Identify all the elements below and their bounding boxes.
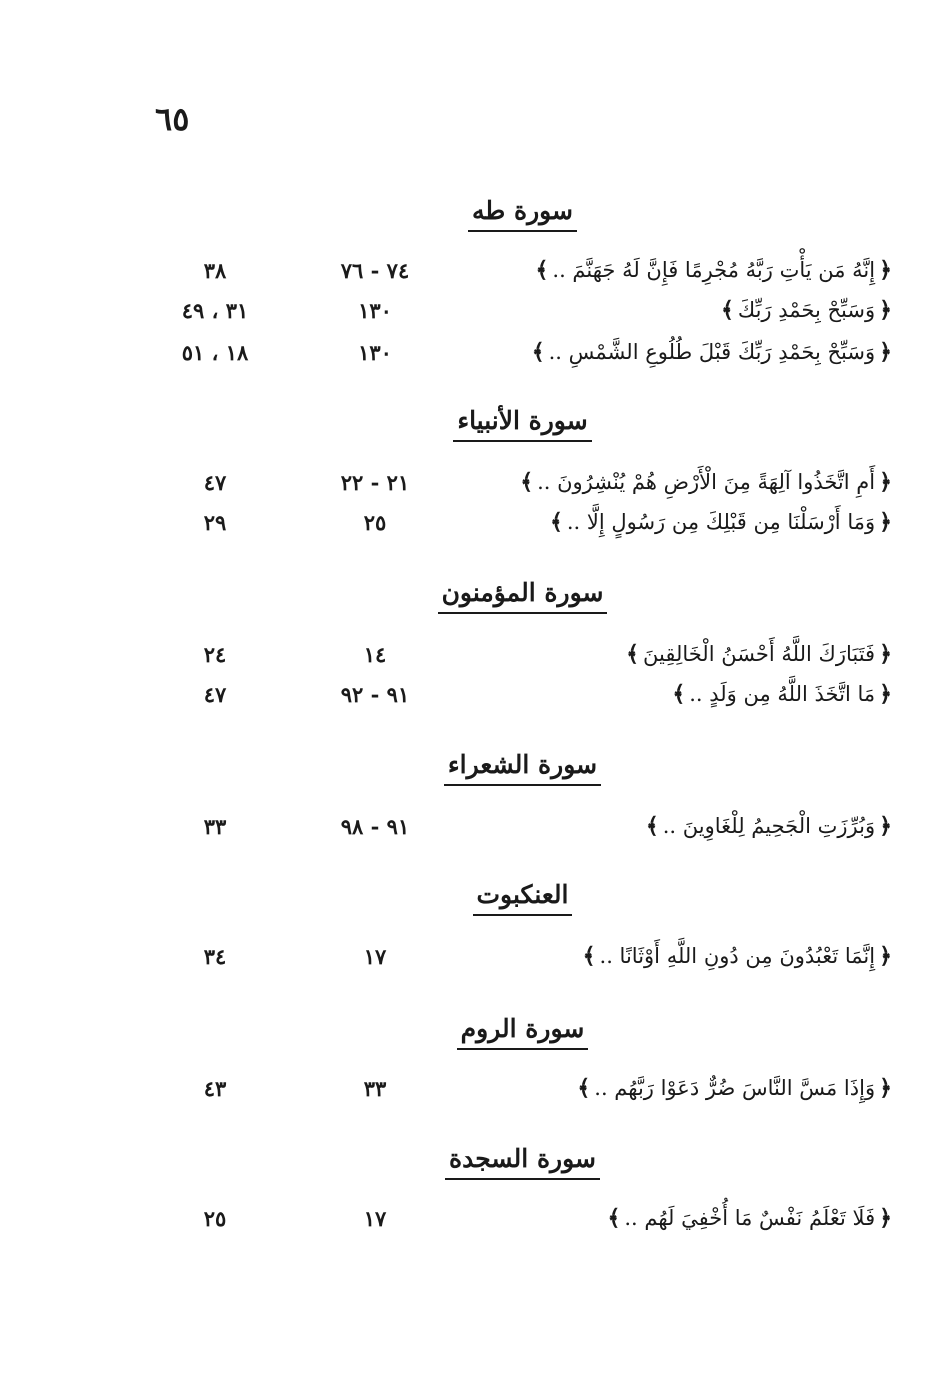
verse-text: ﴿ وَبُرِّزَتِ الْجَحِيمُ لِلْغَاوِينَ .. ﴾ (645, 813, 892, 839)
section-title: سورة الشعراء (444, 750, 601, 786)
verse-text: ﴿ أَمِ اتَّخَذُوا آلِهَةً مِنَ الْأَرْضِ هُمْ يُنْشِرُونَ .. ﴾ (520, 469, 892, 495)
verse-text: ﴿ مَا اتَّخَذَ اللَّهُ مِن وَلَدٍ .. ﴾ (672, 681, 892, 707)
ayah-number: ٢١ - ٢٢ (340, 469, 410, 495)
page-reference: ٢٤ (203, 641, 227, 667)
ayah-number: ٣٣ (363, 1075, 387, 1101)
page-reference: ٣٣ (203, 813, 227, 839)
verse-text: ﴿ وَإِذَا مَسَّ النَّاسَ ضُرٌّ دَعَوْا رَبَّهُم .. ﴾ (577, 1075, 892, 1101)
ayah-number: ١٤ (363, 641, 387, 667)
ayah-number: ٩١ - ٩٨ (340, 813, 410, 839)
page-reference: ٤٧ (203, 469, 227, 495)
index-row (0, 332, 944, 372)
page-reference: ٣١ ، ٤٩ (181, 297, 249, 323)
section-title: سورة الأنبياء (453, 406, 591, 442)
section-title: سورة الروم (457, 1014, 589, 1050)
verse-text: ﴿ وَسَبِّحْ بِحَمْدِ رَبِّكَ قَبْلَ طُلُوعِ الشَّمْسِ .. ﴾ (531, 339, 892, 365)
verse-text: ﴿ وَمَا أَرْسَلْنَا مِن قَبْلِكَ مِن رَسُولٍ إِلَّا .. ﴾ (549, 509, 892, 535)
page-reference: ٣٤ (203, 943, 227, 969)
section-title: سورة السجدة (445, 1144, 600, 1180)
ayah-number: ٩١ - ٩٢ (340, 681, 410, 707)
index-row (0, 1068, 944, 1108)
ayah-number: ١٣٠ (358, 339, 392, 365)
page-reference: ٢٩ (203, 509, 227, 535)
index-row (0, 806, 944, 846)
section-title: العنكبوت (473, 880, 573, 916)
section-title: سورة المؤمنون (438, 578, 608, 614)
verse-text: ﴿ إِنَّمَا تَعْبُدُونَ مِن دُونِ اللَّهِ أَوْثَانًا .. ﴾ (582, 943, 892, 969)
section-title: سورة طه (468, 196, 577, 232)
index-row (0, 502, 944, 542)
index-row (0, 462, 944, 502)
ayah-number: ٢٥ (363, 509, 387, 535)
ayah-number: ٧٤ - ٧٦ (340, 257, 410, 283)
page-reference: ١٨ ، ٥١ (181, 339, 249, 365)
page-reference: ٤٧ (203, 681, 227, 707)
page-reference: ٣٨ (203, 257, 227, 283)
ayah-number: ١٧ (363, 943, 387, 969)
verse-text: ﴿ وَسَبِّحْ بِحَمْدِ رَبِّكَ ﴾ (720, 297, 892, 323)
page-number: ٦٥ (155, 100, 190, 138)
verse-text: ﴿ فَلَا تَعْلَمُ نَفْسٌ مَا أُخْفِيَ لَهُم .. ﴾ (607, 1205, 892, 1231)
index-row (0, 634, 944, 674)
ayah-number: ١٣٠ (358, 297, 392, 323)
page-reference: ٢٥ (203, 1205, 227, 1231)
page-reference: ٤٣ (203, 1075, 227, 1101)
verse-text: ﴿ فَتَبَارَكَ اللَّهُ أَحْسَنُ الْخَالِقِينَ ﴾ (626, 641, 892, 667)
index-row (0, 290, 944, 330)
index-row (0, 674, 944, 714)
verse-text: ﴿ إِنَّهُ مَن يَأْتِ رَبَّهُ مُجْرِمًا فَإِنَّ لَهُ جَهَنَّمَ .. ﴾ (535, 257, 892, 283)
index-row (0, 1198, 944, 1238)
index-row (0, 936, 944, 976)
ayah-number: ١٧ (363, 1205, 387, 1231)
index-row (0, 250, 944, 290)
